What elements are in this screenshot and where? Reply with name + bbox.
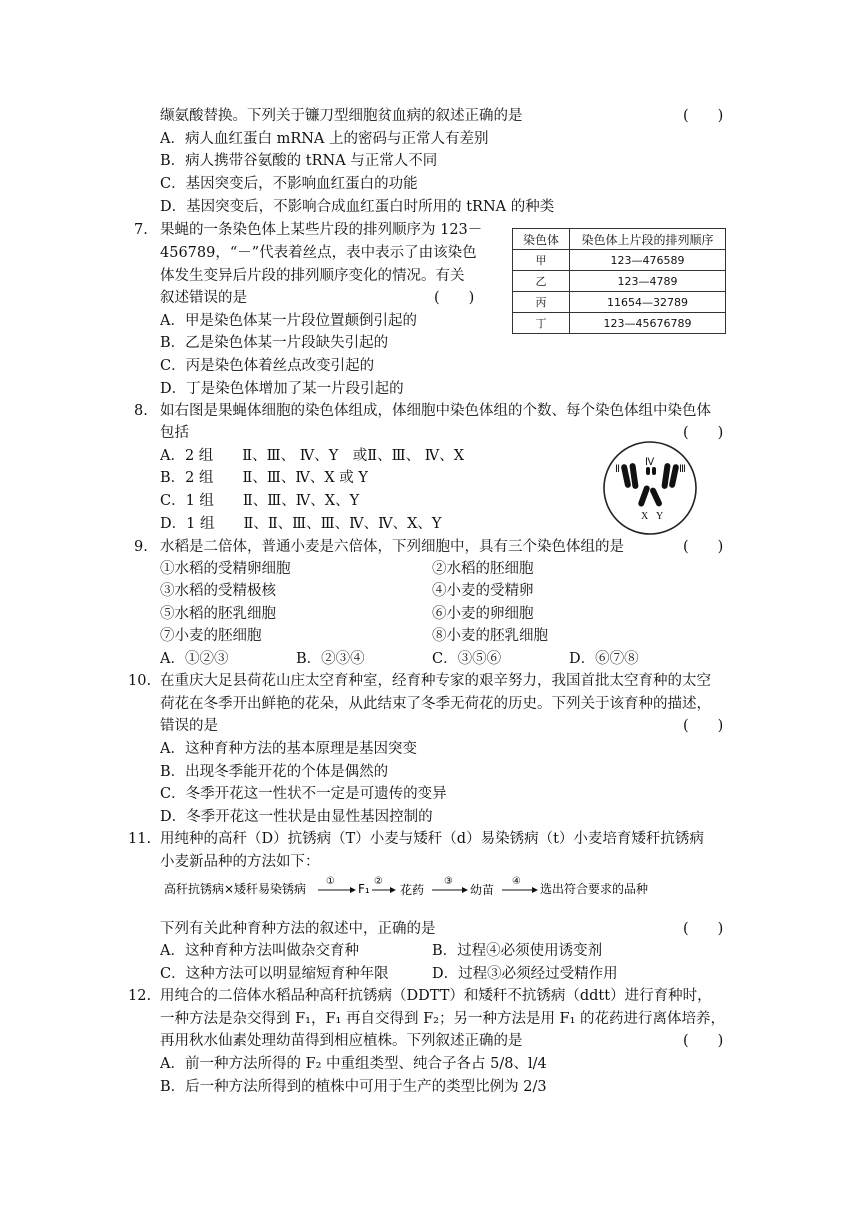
chromosome-iv-a <box>646 467 650 475</box>
flow-arrowhead-1 <box>350 887 356 893</box>
q8-number: 8. <box>134 403 148 419</box>
table-row <box>513 250 726 271</box>
q9-option-a: A．①②③ <box>160 651 229 667</box>
q12-stem-line-1: 用纯合的二倍体水稻品种高秆抗锈病（DDTT）和矮秆不抗锈病（ddtt）进行育种时， <box>160 988 712 1004</box>
q6-stem: 缬氨酸替换。下列关于镰刀型细胞贫血病的叙述正确的是 <box>160 108 523 124</box>
q11-paren: ( ) <box>683 921 724 937</box>
q6-paren: ( ) <box>683 108 724 124</box>
label-iv: Ⅳ <box>645 457 655 468</box>
q9-paren: ( ) <box>683 539 724 555</box>
table-cell-name: 甲 <box>513 250 570 271</box>
label-y: Y <box>656 511 664 522</box>
q10-paren: ( ) <box>683 718 724 734</box>
q7-stem-line-3: 体发生变异后片段的排列顺序变化的情况。有关 <box>160 268 465 284</box>
q8-stem-line-1: 如右图是果蝇体细胞的染色体组成，体细胞中染色体组的个数、每个染色体组中染色体 <box>160 403 711 419</box>
q7-paren: ( ) <box>434 290 475 306</box>
q7-number: 7. <box>134 222 148 238</box>
q9-item-2: ②水稻的胚细胞 <box>432 561 534 577</box>
table-cell-name: 丙 <box>513 292 570 313</box>
q10-stem-line-1: 在重庆大足县荷花山庄太空育种室，经育种专家的艰辛努力，我国首批太空育种的太空 <box>160 673 711 689</box>
table-header-row <box>513 229 726 250</box>
table-header-chromosome: 染色体 <box>513 229 570 250</box>
q6-option-a: A．病人血红蛋白 mRNA 上的密码与正常人有差别 <box>160 131 489 147</box>
q7-option-c: C．丙是染色体着丝点改变引起的 <box>160 358 375 374</box>
q6-option-c: C．基因突变后，不影响血红蛋白的功能 <box>160 176 418 192</box>
flow-f1: F₁ <box>358 882 370 896</box>
q9-item-4: ④小麦的受精卵 <box>432 583 534 599</box>
q8-option-d: D．1 组 Ⅱ、Ⅱ、Ⅲ、Ⅲ、Ⅳ、Ⅳ、X、Y <box>160 516 442 532</box>
label-iii: Ⅲ <box>679 464 686 475</box>
q8-option-a: A．2 组 Ⅱ、Ⅲ、 Ⅳ、Y 或Ⅱ、Ⅲ、 Ⅳ、X <box>160 448 465 464</box>
chromosome-table <box>512 228 726 334</box>
q7-option-b: B．乙是染色体某一片段缺失引起的 <box>160 335 389 351</box>
q8-option-c: C．1 组 Ⅱ、Ⅲ、Ⅳ、X、Y <box>160 493 360 509</box>
q9-item-8: ⑧小麦的胚乳细胞 <box>432 628 548 644</box>
table-cell-order: 123—476589 <box>570 250 726 271</box>
breeding-flow-diagram <box>164 873 664 903</box>
flow-step-1: ① <box>326 876 335 887</box>
q7-option-a: A．甲是染色体某一片段位置颠倒引起的 <box>160 313 417 329</box>
q12-option-a: A．前一种方法所得的 F₂ 中重组类型、纯合子各占 5/8、l/4 <box>160 1056 547 1072</box>
fruit-fly-chromosome-figure <box>601 439 699 537</box>
flow-seedling: 幼苗 <box>470 883 495 897</box>
q12-number: 12. <box>128 988 152 1004</box>
q11-number: 11. <box>128 831 152 847</box>
q9-option-b: B．②③④ <box>296 651 365 667</box>
table-cell-name: 丁 <box>513 313 570 334</box>
q9-item-6: ⑥小麦的卵细胞 <box>432 606 534 622</box>
chromosome-iv-b <box>652 467 656 475</box>
flow-anther: 花药 <box>400 883 425 897</box>
table-header-order: 染色体上片段的排列顺序 <box>570 229 726 250</box>
q7-stem-line-4: 叙述错误的是 <box>160 290 247 306</box>
q11-stem-line-1: 用纯种的高秆（D）抗锈病（T）小麦与矮秆（d）易染锈病（t）小麦培育矮秆抗锈病 <box>160 831 704 847</box>
q11-option-c: C．这种方法可以明显缩短育种年限 <box>160 966 389 982</box>
q10-stem-line-2: 荷花在冬季开出鲜艳的花朵，从此结束了冬季无荷花的历史。下列关于该育种的描述， <box>160 696 711 712</box>
flow-start: 高秆抗锈病×矮秆易染锈病 <box>164 882 307 896</box>
q10-option-d: D．冬季开花这一性状是由显性基因控制的 <box>160 809 433 825</box>
label-ii: Ⅱ <box>615 464 620 475</box>
q8-paren: ( ) <box>683 425 724 441</box>
table-row <box>513 271 726 292</box>
q9-option-d: D．⑥⑦⑧ <box>569 651 639 667</box>
q12-stem-line-3: 再用秋水仙素处理幼苗得到相应植株。下列叙述正确的是 <box>160 1033 523 1049</box>
q12-stem-line-2: 一种方法是杂交得到 F₁，F₁ 再自交得到 F₂；另一种方法是用 F₁ 的花药进行离体培养， <box>160 1011 726 1027</box>
table-cell-order: 11654—32789 <box>570 292 726 313</box>
table-cell-order: 123—45676789 <box>570 313 726 334</box>
label-x: X <box>641 511 649 522</box>
table-cell-order: 123—4789 <box>570 271 726 292</box>
flow-arrowhead-4 <box>532 887 538 893</box>
flow-end: 选出符合要求的品种 <box>540 882 649 896</box>
q9-item-1: ①水稻的受精卵细胞 <box>160 561 291 577</box>
q6-option-d: D．基因突变后，不影响合成血红蛋白时所用的 tRNA 的种类 <box>160 199 555 215</box>
q7-option-d: D．丁是染色体增加了某一片段引起的 <box>160 381 404 397</box>
table-row <box>513 292 726 313</box>
q8-option-b: B．2 组 Ⅱ、Ⅲ、Ⅳ、X 或 Y <box>160 470 368 486</box>
q11-option-a: A．这种育种方法叫做杂交育种 <box>160 943 359 959</box>
q10-number: 10. <box>128 673 152 689</box>
q11-stem-line-3: 下列有关此种育种方法的叙述中，正确的是 <box>160 921 436 937</box>
q9-option-c: C．③⑤⑥ <box>432 651 502 667</box>
flow-step-4: ④ <box>512 876 521 887</box>
q12-option-b: B．后一种方法所得到的植株中可用于生产的类型比例为 2/3 <box>160 1079 547 1095</box>
q9-item-5: ⑤水稻的胚乳细胞 <box>160 606 276 622</box>
q11-stem-line-2: 小麦新品种的方法如下： <box>160 854 320 870</box>
q9-item-3: ③水稻的受精极核 <box>160 583 276 599</box>
q10-option-c: C．冬季开花这一性状不一定是可遗传的变异 <box>160 786 447 802</box>
flow-step-2: ② <box>374 876 383 887</box>
q10-option-a: A．这种育种方法的基本原理是基因突变 <box>160 741 417 757</box>
q6-option-b: B．病人携带谷氨酸的 tRNA 与正常人不同 <box>160 153 438 169</box>
q11-option-b: B．过程④必须使用诱变剂 <box>432 943 603 959</box>
q10-option-b: B．出现冬季能开花的个体是偶然的 <box>160 764 389 780</box>
q12-paren: ( ) <box>683 1033 724 1049</box>
table-cell-name: 乙 <box>513 271 570 292</box>
q10-stem-line-3: 错误的是 <box>160 718 218 734</box>
q8-stem-line-2: 包括 <box>160 425 189 441</box>
q11-option-d: D．过程③必须经过受精作用 <box>432 966 618 982</box>
q9-item-7: ⑦小麦的胚细胞 <box>160 628 262 644</box>
cell-outline <box>604 442 696 534</box>
q7-stem-line-1: 果蝇的一条染色体上某些片段的排列顺序为 123－ <box>160 222 483 238</box>
q9-stem: 水稻是二倍体，普通小麦是六倍体，下列细胞中，具有三个染色体组的是 <box>160 539 624 555</box>
q9-number: 9. <box>134 539 148 555</box>
table-row <box>513 313 726 334</box>
q7-stem-line-2: 456789，“－”代表着丝点，表中表示了由该染色 <box>160 245 477 261</box>
flow-arrowhead-3 <box>462 887 468 893</box>
flow-step-3: ③ <box>444 876 453 887</box>
flow-arrowhead-2 <box>390 887 396 893</box>
